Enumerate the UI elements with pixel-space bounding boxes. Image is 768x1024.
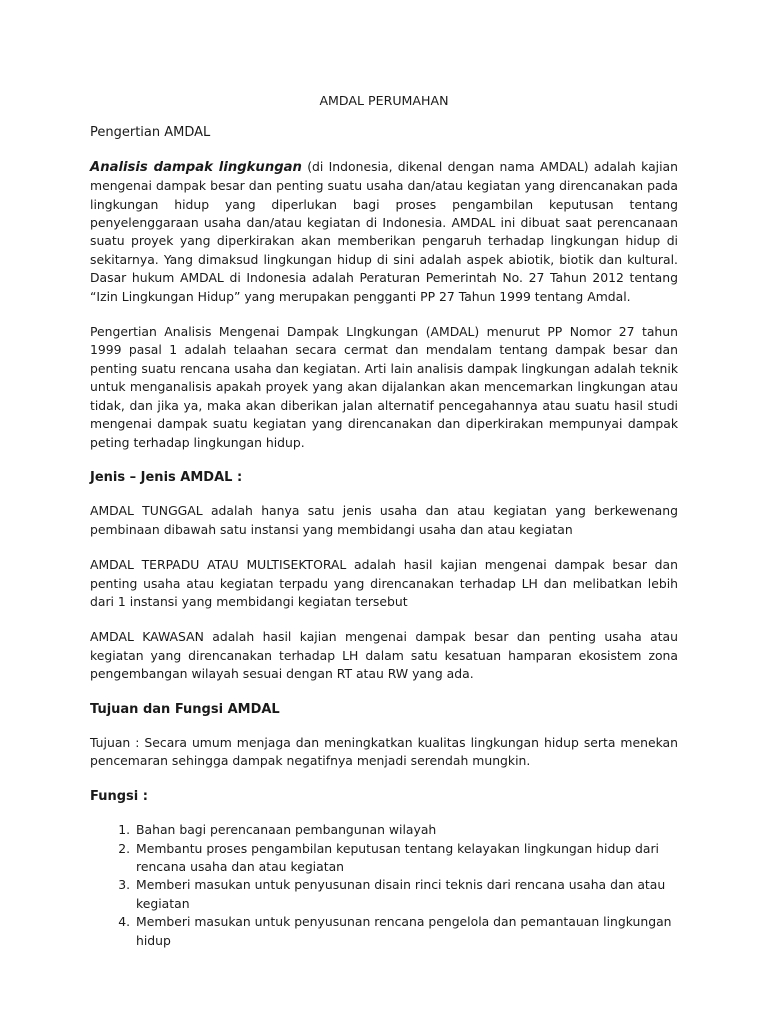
paragraph-amdal-kawasan: AMDAL KAWASAN adalah hasil kajian mengenai dampak besar dan penting usaha atau kegiatan yang direncanakan terhadap LH dalam satu kesatuan hamparan ekosistem zona pengembangan wilayah sesuai dengan RT atau RW yang ada. <box>90 629 678 682</box>
section-heading-jenis: Jenis – Jenis AMDAL : <box>90 469 243 485</box>
paragraph-pp-definition: Pengertian Analisis Mengenai Dampak LIngkungan (AMDAL) menurut PP Nomor 27 tahun 1999 pasal 1 adalah telaahan secara cermat dan mendalam tentang dampak besar dan penting suatu rencana usaha dan kegiatan. Arti lain analisis dampak lingkungan adalah teknik untuk menganalisis apakah proyek yang akan dijalankan akan mencemarkan lingkungan atau tidak, dan jika ya, maka akan diberikan jalan alternatif pencegahannya atau suatu hasil studi mengenai dampak suatu kegiatan yang direncanakan dan diperkirakan mempunyai dampak peting terhadap lingkungan hidup. <box>90 324 678 450</box>
paragraph-definition-text: (di Indonesia, dikenal dengan nama AMDAL) adalah kajian mengenai dampak besar dan penting suatu usaha dan/atau kegiatan yang direncanakan pada lingkungan hidup yang diperlukan bagi proses pengambilan keputusan tentang penyelenggaraan usaha dan/atau kegiatan di Indonesia. AMDAL ini dibuat saat perencanaan suatu proyek yang diperkirakan akan memberikan pengaruh terhadap lingkungan hidup di sekitarnya. Yang dimaksud lingkungan hidup di sini adalah aspek abiotik, biotik dan kultural. Dasar hukum AMDAL di Indonesia adalah Peraturan Pemerintah No. 27 Tahun 2012 tentang “Izin Lingkungan Hidup” yang merupakan pengganti PP 27 Tahun 1999 tentang Amdal. <box>90 158 678 304</box>
section-heading-fungsi: Fungsi : <box>90 788 148 804</box>
list-item: 2. Membantu proses pengambilan keputusan tentang kelayakan lingkungan hidup dari rencana usaha dan atau kegiatan <box>134 840 678 877</box>
document-page <box>90 92 678 950</box>
paragraph-amdal-tunggal: AMDAL TUNGGAL adalah hanya satu jenis usaha dan atau kegiatan yang berkewenang pembinaan dibawah satu instansi yang membidangi usaha dan atau kegiatan <box>90 503 678 537</box>
fungsi-list <box>90 821 678 950</box>
document-title: AMDAL PERUMAHAN <box>319 93 449 108</box>
list-item: 4. Memberi masukan untuk penyusunan rencana pengelola dan pemantauan lingkungan hidup <box>134 913 678 950</box>
paragraph-amdal-terpadu: AMDAL TERPADU ATAU MULTISEKTORAL adalah hasil kajian mengenai dampak besar dan penting usaha atau kegiatan terpadu yang direncanakan terhadap LH dan melibatkan lebih dari 1 instansi yang membidangi kegiatan tersebut <box>90 557 678 609</box>
paragraph-definition <box>90 158 678 306</box>
paragraph-tujuan: Tujuan : Secara umum menjaga dan meningkatkan kualitas lingkungan hidup serta menekan pencemaran sehingga dampak negatifnya menjadi serendah mungkin. <box>90 734 678 769</box>
section-heading-tujuan: Tujuan dan Fungsi AMDAL <box>90 701 280 717</box>
lead-term: Analisis dampak lingkungan <box>90 159 302 175</box>
list-item: 3. Memberi masukan untuk penyusunan disain rinci teknis dari rencana usaha dan atau kegiatan <box>134 876 678 913</box>
section-heading-pengertian: Pengertian AMDAL <box>90 125 211 141</box>
list-item: 1. Bahan bagi perencanaan pembangunan wilayah <box>134 821 678 839</box>
